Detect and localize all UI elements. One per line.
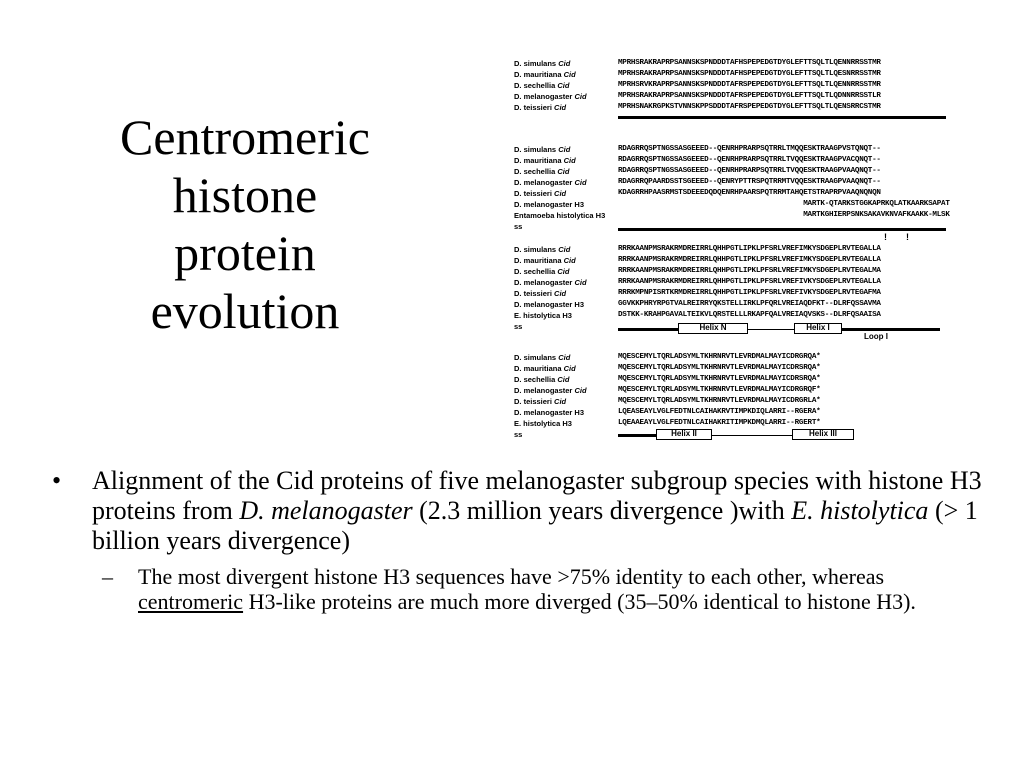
species-name: D. simulans bbox=[514, 353, 557, 362]
alignment-row bbox=[508, 155, 944, 166]
sequence-text: RRRKMPNPISRTKRMDREIRRLQHHPGTLIPKLPFSRLVREFIVKYSDGEPLRVTEGAFMA bbox=[618, 289, 881, 297]
alignment-row bbox=[508, 385, 944, 396]
species-name: E. histolytica H3 bbox=[514, 419, 572, 428]
main-bullet bbox=[52, 466, 992, 556]
species-label bbox=[514, 321, 522, 332]
alignment-row bbox=[508, 266, 944, 277]
species-label bbox=[514, 210, 605, 221]
species-name: D. melanogaster bbox=[514, 92, 573, 101]
alignment-row bbox=[508, 166, 944, 177]
species-name: D. simulans bbox=[514, 245, 557, 254]
sequence-text: MPRHSNAKRGPKSTVNNSKPPSDDDTAFRSPEPEDGTDYGLEFTTSQLTLQENSRRCSTMR bbox=[618, 103, 881, 111]
species-tag: Cid bbox=[554, 189, 567, 198]
species-tag: Cid bbox=[557, 375, 570, 384]
title-line-1: Centromeric bbox=[120, 109, 370, 165]
species-tag: Cid bbox=[558, 59, 571, 68]
alignment-row bbox=[508, 255, 944, 266]
alignment-row bbox=[508, 69, 944, 80]
species-label bbox=[514, 102, 566, 113]
alignment-block-3 bbox=[508, 244, 944, 332]
species-label bbox=[514, 244, 570, 255]
species-label bbox=[514, 58, 570, 69]
alignment-row bbox=[508, 407, 944, 418]
secondary-structure-line bbox=[618, 434, 656, 437]
species-name: D. mauritiana bbox=[514, 364, 562, 373]
sequence-text: MARTKGHIERPSNKSAKAVKNVAFKAAKK-MLSK bbox=[618, 211, 950, 219]
alignment-row bbox=[508, 210, 950, 221]
alignment-row bbox=[508, 177, 944, 188]
species-label bbox=[514, 363, 576, 374]
sequence-text: MPRHSRAKRAPRPSANNSKSPNDDDTAFHSPEPEDGTDYGLEFTTSQLTLQENNRRSSTMR bbox=[618, 59, 881, 67]
bullet-glyph: • bbox=[52, 466, 62, 495]
alignment-row bbox=[508, 299, 944, 310]
species-tag: Cid bbox=[574, 386, 587, 395]
species-tag: Cid bbox=[554, 103, 567, 112]
sequence-alignment-figure bbox=[508, 52, 950, 444]
sequence-text: MARTK-QTARKSTGGKAPRKQLATKAARKSAPAT bbox=[618, 200, 950, 208]
sequence-text: LQEASEAYLVGLFEDTNLCAIHAKRVTIMPKDIQLARRI--RGERA* bbox=[618, 408, 821, 416]
species-label bbox=[514, 418, 572, 429]
species-label bbox=[514, 288, 566, 299]
alignment-row bbox=[508, 80, 944, 91]
loop-line bbox=[748, 329, 794, 330]
bullet-list bbox=[52, 466, 992, 614]
species-tag: Cid bbox=[557, 167, 570, 176]
helix-n-box: Helix N bbox=[678, 323, 748, 334]
species-name: ss bbox=[514, 430, 523, 439]
secondary-structure-line bbox=[618, 116, 946, 119]
species-label bbox=[514, 352, 570, 363]
species-name: D. teissieri bbox=[514, 103, 552, 112]
species-name: D. simulans bbox=[514, 59, 557, 68]
sequence-text: MQESCEMYLTQRLADSYMLTKHRNRVTLEVRDMALMAYICDRGRQF* bbox=[618, 386, 821, 394]
alignment-row bbox=[508, 310, 944, 321]
species-name: D. mauritiana bbox=[514, 156, 562, 165]
bullet-text: Alignment of the Cid proteins of five melanogaster subgroup species with histone H3 proteins from bbox=[92, 466, 982, 525]
species-name: D. melanogaster H3 bbox=[514, 300, 585, 309]
species-label bbox=[514, 266, 569, 277]
species-label bbox=[514, 69, 576, 80]
species-tag: Cid bbox=[554, 289, 567, 298]
species-label bbox=[514, 310, 572, 321]
helix-2-box: Helix II bbox=[656, 429, 712, 440]
species-name: D. teissieri bbox=[514, 189, 552, 198]
alignment-row bbox=[508, 363, 944, 374]
sequence-text: MQESCEMYLTQRLADSYMLTKHRNRVTLEVRDMALMAYICDRSRQA* bbox=[618, 364, 821, 372]
sequence-text: MQESCEMYLTQRLADSYMLTKHRNRVTLEVRDMALMAYICDRGRQA* bbox=[618, 353, 821, 361]
alignment-row bbox=[508, 188, 944, 199]
loop-1-label: Loop I bbox=[864, 332, 888, 341]
sequence-text: RDAGRRQSPTNGSSASGEEED--QENRHPRARPSQTRRLTVQQESKTRAAGPVACQNQT-- bbox=[618, 156, 881, 164]
species-label bbox=[514, 299, 584, 310]
underlined-word: centromeric bbox=[138, 589, 244, 614]
alignment-row bbox=[508, 144, 944, 155]
alignment-row bbox=[508, 396, 944, 407]
species-tag: Cid bbox=[574, 92, 587, 101]
secondary-structure-line bbox=[618, 228, 946, 231]
species-label bbox=[514, 188, 566, 199]
conserved-mark: ! bbox=[906, 232, 909, 242]
species-tag: Cid bbox=[557, 267, 570, 276]
sequence-text: DSTKK-KRAHPGAVALTEIKVLQRSTELLLRKAPFQALVREIAQVSKS--DLRFQSAAISA bbox=[618, 311, 881, 319]
sequence-text: MQESCEMYLTQRLADSYMLTKHRNRVTLEVRDMALMAYICDRSRQA* bbox=[618, 375, 821, 383]
alignment-row bbox=[508, 58, 944, 69]
species-name: D. teissieri bbox=[514, 289, 552, 298]
alignment-row bbox=[508, 244, 944, 255]
species-tag: Cid bbox=[563, 256, 576, 265]
species-tag: Cid bbox=[574, 178, 587, 187]
species-label bbox=[514, 155, 576, 166]
species-label bbox=[514, 255, 576, 266]
alignment-row bbox=[508, 91, 944, 102]
species-label bbox=[514, 221, 522, 232]
species-tag: Cid bbox=[558, 245, 571, 254]
sequence-text: MPRHSRVKRAPRPSANNSKSPNDDDTAFRSPEPEDGTDYGLEFTTSQLTLQENNRRSSTMR bbox=[618, 81, 881, 89]
alignment-row bbox=[508, 199, 950, 210]
species-tag: Cid bbox=[574, 278, 587, 287]
secondary-structure-line bbox=[618, 328, 678, 331]
alignment-row bbox=[508, 102, 944, 113]
species-name: D. teissieri bbox=[514, 397, 552, 406]
sequence-text: RRRKAANPMSRAKRMDREIRRLQHHPGTLIPKLPFSRLVREFIMKYSDGEPLRVTEGALMA bbox=[618, 267, 881, 275]
alignment-row bbox=[508, 277, 944, 288]
loop-line bbox=[712, 435, 792, 436]
sequence-text: MPRHSRAKRAPRPSANNSKSPNDDDTAFRSPEPEDGTDYGLEFTTSQLTLQDNNRRSSTLR bbox=[618, 92, 881, 100]
species-label bbox=[514, 91, 587, 102]
species-tag: Cid bbox=[558, 353, 571, 362]
sequence-text: MPRHSRAKRAPRPSANNSKSPNDDDTAFHSPEPEDGTDYGLEFTTSQLTLQESNRRSSTMR bbox=[618, 70, 881, 78]
sub-bullet bbox=[52, 564, 992, 614]
sequence-text: RRRKAANPMSRAKRMDREIRRLQHHPGTLIPKLPFSRLVREFIVKYSDGEPLRVTEGALLA bbox=[618, 278, 881, 286]
species-tag: Cid bbox=[563, 156, 576, 165]
alignment-row bbox=[508, 352, 944, 363]
species-label bbox=[514, 385, 587, 396]
species-name: D. melanogaster bbox=[514, 386, 573, 395]
species-tag: Cid bbox=[563, 70, 576, 79]
bullet-text: (> 1 billion years divergence) bbox=[92, 496, 978, 555]
helix-3-box: Helix III bbox=[792, 429, 854, 440]
sequence-text: RDAGRRQSPTNGSSASGEEED--QENRHPRARPSQTRRLTVQQESKTRAAGPVAAQNQT-- bbox=[618, 167, 881, 175]
species-label bbox=[514, 374, 569, 385]
species-name: D. sechellia bbox=[514, 81, 556, 90]
species-name: D. melanogaster bbox=[514, 278, 573, 287]
sequence-text: MQESCEMYLTQRLADSYMLTKHRNRVTLEVRDMALMAYICDRGRLA* bbox=[618, 397, 821, 405]
species-name: D. sechellia bbox=[514, 375, 556, 384]
slide-title bbox=[40, 108, 450, 340]
species-name: D. melanogaster bbox=[514, 178, 573, 187]
alignment-block-2 bbox=[508, 144, 950, 232]
species-tag: Cid bbox=[554, 397, 567, 406]
alignment-row bbox=[508, 288, 944, 299]
title-line-3: protein bbox=[174, 225, 316, 281]
alignment-row bbox=[508, 374, 944, 385]
conserved-mark: ! bbox=[884, 232, 887, 242]
sequence-text: KDAGRRHPAASRMSTSDEEEDQDQENRHPAARSPQTRRMTAHQETSTRAPRPVAAQNQNQN bbox=[618, 189, 881, 197]
species-name-melanogaster: D. melanogaster bbox=[239, 496, 413, 525]
species-label bbox=[514, 166, 569, 177]
species-name: D. melanogaster H3 bbox=[514, 408, 585, 417]
bullet-text: (2.3 million years divergence )with bbox=[412, 496, 792, 525]
species-tag: Cid bbox=[558, 145, 571, 154]
species-tag: Cid bbox=[563, 364, 576, 373]
species-label bbox=[514, 177, 587, 188]
species-label bbox=[514, 407, 584, 418]
species-label bbox=[514, 80, 569, 91]
species-label bbox=[514, 277, 587, 288]
species-label bbox=[514, 429, 522, 440]
sub-bullet-text: H3-like proteins are much more diverged (35–50% identical to histone H3). bbox=[243, 589, 916, 614]
species-name: D. sechellia bbox=[514, 167, 556, 176]
sequence-text: RRRKAANPMSRAKRMDREIRRLQHHPGTLIPKLPFSRLVREFIMKYSDGEPLRVTEGALLA bbox=[618, 245, 881, 253]
sequence-text: LQEAAEAYLVGLFEDTNLCAIHAKRITIMPKDMQLARRI--RGERT* bbox=[618, 419, 821, 427]
sequence-text: GGVKKPHRYRPGTVALREIRRYQKSTELLIRKLPFQRLVREIAQDFKT--DLRFQSSAVMA bbox=[618, 300, 881, 308]
species-label bbox=[514, 144, 570, 155]
helix-1-box: Helix I bbox=[794, 323, 842, 334]
alignment-block-1 bbox=[508, 58, 944, 113]
sub-bullet-text: The most divergent histone H3 sequences have >75% identity to each other, whereas bbox=[138, 564, 885, 589]
species-label bbox=[514, 396, 566, 407]
species-name: E. histolytica H3 bbox=[514, 311, 572, 320]
dash-glyph: – bbox=[102, 564, 113, 589]
sequence-text: RRRKAANPMSRAKRMDREIRRLQHHPGTLIPKLPFSRLVREFIMKYSDGEPLRVTEGALLA bbox=[618, 256, 881, 264]
species-name: D. mauritiana bbox=[514, 70, 562, 79]
species-name: D. sechellia bbox=[514, 267, 556, 276]
title-line-4: evolution bbox=[150, 283, 340, 339]
alignment-row bbox=[508, 418, 944, 429]
species-name: ss bbox=[514, 222, 523, 231]
species-name-histolytica: E. histolytica bbox=[791, 496, 929, 525]
sequence-text: RDAGRRQSPTNGSSASGEEED--QENRHPRARPSQTRRLTMQQESKTRAAGPVSTQNQT-- bbox=[618, 145, 881, 153]
species-name: D. simulans bbox=[514, 145, 557, 154]
sequence-text: RDAGRRQPAARDSSTSGEEED--QENRYPTTRSPQTRRMTVQQESKTRAAGPVAAQNQT-- bbox=[618, 178, 881, 186]
alignment-block-4 bbox=[508, 352, 944, 440]
species-tag: Cid bbox=[557, 81, 570, 90]
secondary-structure-line bbox=[842, 328, 940, 331]
species-name: D. melanogaster H3 bbox=[514, 200, 585, 209]
species-name: Entamoeba histolytica H3 bbox=[514, 211, 606, 220]
species-name: D. mauritiana bbox=[514, 256, 562, 265]
species-label bbox=[514, 199, 584, 210]
species-name: ss bbox=[514, 322, 523, 331]
title-line-2: histone bbox=[172, 167, 318, 223]
